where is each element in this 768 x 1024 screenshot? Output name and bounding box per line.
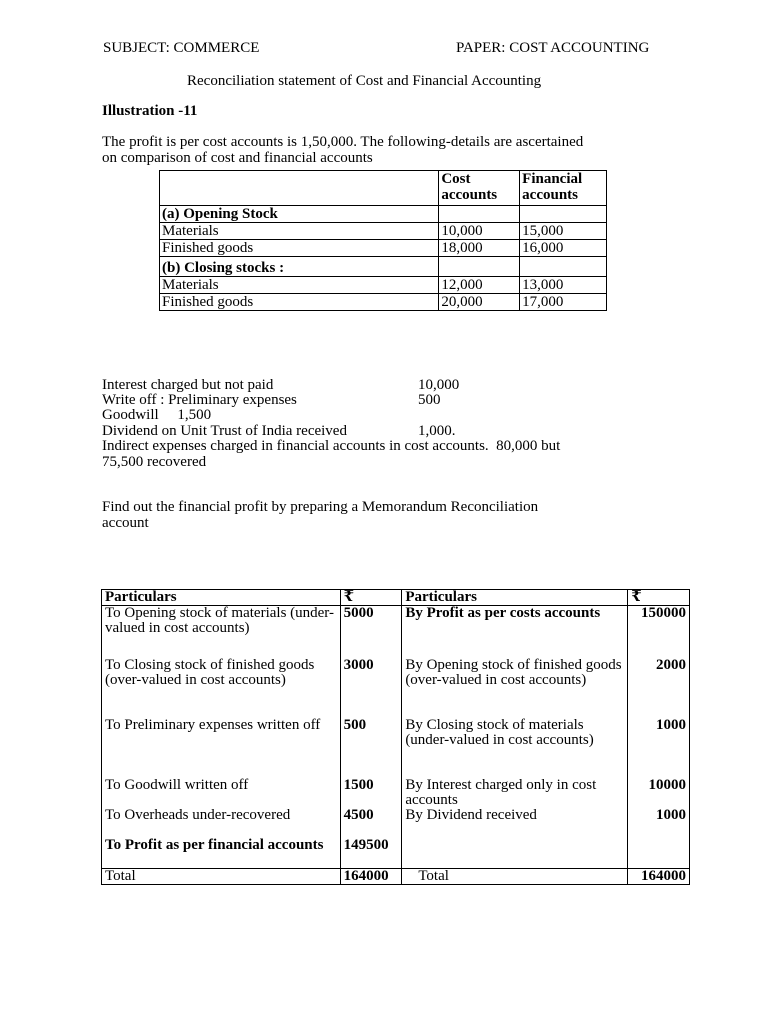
left-amount: 3000 (340, 658, 402, 718)
financial-value: 17,000 (520, 294, 607, 311)
table-row (160, 171, 607, 206)
right-rupee-header: ₹ (628, 590, 690, 606)
left-entry: To Goodwill written off (102, 778, 341, 808)
financial-value: 13,000 (520, 277, 607, 294)
left-entry: To Profit as per financial accounts (102, 838, 341, 869)
right-amount: 10000 (628, 778, 690, 808)
table-row (160, 257, 607, 277)
table-row (102, 606, 690, 659)
goodwill-line: Goodwill 1,500 (102, 407, 212, 423)
table-row (102, 778, 690, 808)
cost-value: 10,000 (439, 223, 520, 240)
row-label: Finished goods (160, 294, 439, 311)
table-row (160, 240, 607, 257)
right-entry: By Profit as per costs accounts (402, 606, 628, 659)
opening-stock-heading: (a) Opening Stock (160, 206, 439, 223)
intro-line-1: The profit is per cost accounts is 1,50,000. The following-details are ascertained (102, 134, 584, 150)
financial-value: 16,000 (520, 240, 607, 257)
left-amount: 5000 (340, 606, 402, 659)
interest-value: 10,000 (418, 377, 460, 393)
col-cost-header: Cost accounts (439, 171, 520, 206)
dividend-label: Dividend on Unit Trust of India received (102, 423, 347, 439)
cost-value: 12,000 (439, 277, 520, 294)
left-entry: To Opening stock of materials (under-valued in cost accounts) (102, 606, 341, 659)
table-row (102, 718, 690, 778)
right-entry: By Closing stock of materials (under-valued in cost accounts) (402, 718, 628, 778)
question-line-2: account (102, 515, 149, 531)
left-total-amount: 164000 (340, 869, 402, 885)
financial-value: 15,000 (520, 223, 607, 240)
right-amount: 150000 (628, 606, 690, 659)
right-particulars-header: Particulars (402, 590, 628, 606)
question-line-1: Find out the financial profit by preparing a Memorandum Reconciliation (102, 499, 539, 515)
table-row (102, 838, 690, 869)
table-row (160, 294, 607, 311)
paper-header: PAPER: COST ACCOUNTING (456, 40, 650, 56)
table-row (102, 658, 690, 718)
row-label: Materials (160, 223, 439, 240)
left-amount: 4500 (340, 808, 402, 838)
right-entry: By Interest charged only in cost accounts (402, 778, 628, 808)
cost-value: 20,000 (439, 294, 520, 311)
left-particulars-header: Particulars (102, 590, 341, 606)
cost-value: 18,000 (439, 240, 520, 257)
right-amount: 2000 (628, 658, 690, 718)
indirect-line-1: Indirect expenses charged in financial accounts in cost accounts. 80,000 but (102, 438, 561, 454)
indirect-line-2: 75,500 recovered (102, 454, 207, 470)
left-amount: 500 (340, 718, 402, 778)
row-label: Materials (160, 277, 439, 294)
reconciliation-account-table (101, 589, 690, 885)
table-row (102, 808, 690, 838)
table-row (160, 206, 607, 223)
total-row (102, 869, 690, 885)
row-label: Finished goods (160, 240, 439, 257)
left-entry: To Overheads under-recovered (102, 808, 341, 838)
col-financial-header: Financial accounts (520, 171, 607, 206)
subject-header: SUBJECT: COMMERCE (103, 40, 260, 56)
right-entry: By Opening stock of finished goods (over-valued in cost accounts) (402, 658, 628, 718)
document-title: Reconciliation statement of Cost and Financial Accounting (187, 73, 542, 89)
table-row (160, 223, 607, 240)
right-entry: By Dividend received (402, 808, 628, 838)
left-entry: To Preliminary expenses written off (102, 718, 341, 778)
dividend-value: 1,000. (418, 423, 456, 439)
left-entry: To Closing stock of finished goods (over-valued in cost accounts) (102, 658, 341, 718)
table-header-row (102, 590, 690, 606)
table-row (160, 277, 607, 294)
writeoff-label: Write off : Preliminary expenses (102, 392, 297, 408)
left-amount: 149500 (340, 838, 402, 869)
interest-label: Interest charged but not paid (102, 377, 274, 393)
left-rupee-header: ₹ (340, 590, 402, 606)
intro-line-2: on comparison of cost and financial accounts (102, 150, 373, 166)
illustration-heading: Illustration -11 (102, 103, 198, 119)
left-total-label: Total (102, 869, 341, 885)
writeoff-value: 500 (418, 392, 441, 408)
right-total-amount: 164000 (628, 869, 690, 885)
right-amount: 1000 (628, 718, 690, 778)
right-amount: 1000 (628, 808, 690, 838)
right-total-label: Total (402, 869, 628, 885)
closing-stock-heading: (b) Closing stocks : (160, 257, 439, 277)
stock-comparison-table (159, 170, 607, 311)
left-amount: 1500 (340, 778, 402, 808)
